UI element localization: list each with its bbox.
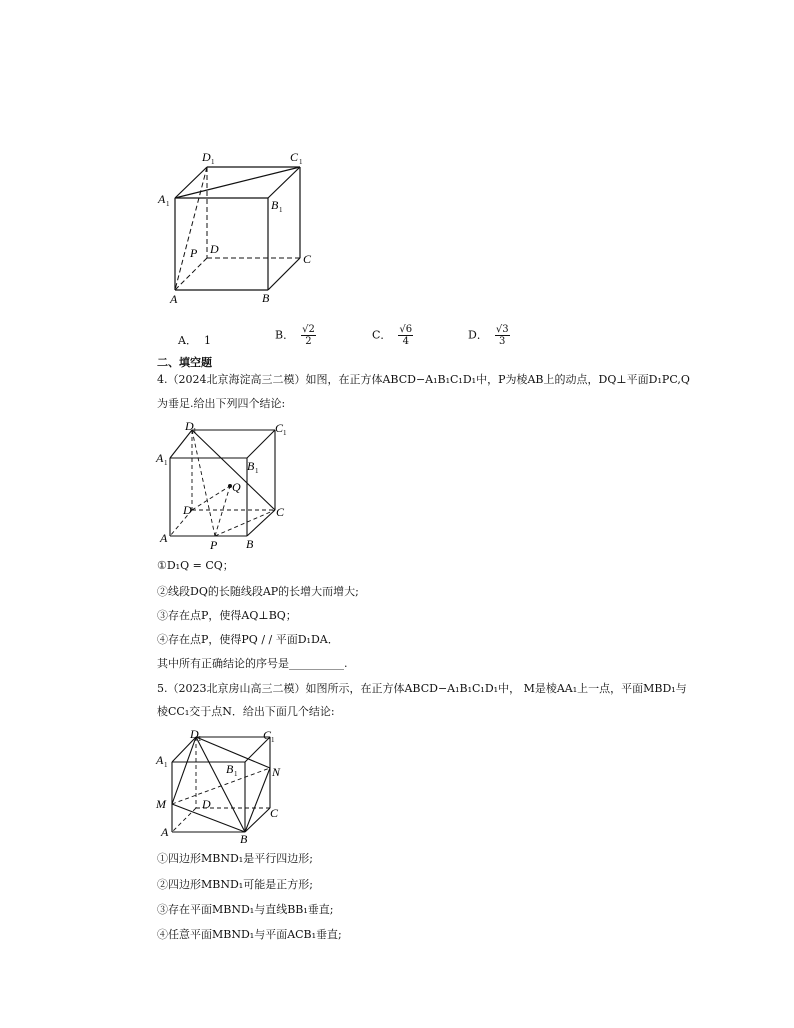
label2-B: B [246,537,254,551]
q4-line2: 为垂足.给出下列四个结论: [157,397,286,410]
svg-text:1: 1 [279,206,283,214]
label-C: C [303,252,312,266]
q5-item-4: ④任意平面MBND₁与平面ACB₁垂直; [157,928,342,941]
label3-A: A [161,825,169,839]
option-a: A． 1 [178,334,211,347]
label-C1: C [290,150,299,164]
option-b: B． $\frac{√2}{2}$ [275,324,315,347]
label3-A1: A [156,753,164,767]
label3-D: D [202,797,211,811]
label2-C: C [276,505,285,519]
figure-cube-1 [150,145,330,310]
label2-C1: C [275,421,284,435]
svg-text:1: 1 [283,429,287,437]
q4-item-3: ③存在点P，使得AQ⊥BQ； [157,609,297,622]
label-A: A [170,292,178,306]
label2-B1: B [247,459,255,473]
q4-answer-line: 其中所有正确结论的序号是__________. [157,657,348,670]
label3-D1: D [190,727,199,741]
svg-text:1: 1 [164,459,168,467]
label3-C: C [270,806,279,820]
label3-N: N [272,765,281,779]
label-A1: A [158,192,166,206]
label2-A: A [160,531,168,545]
option-d: D． $\frac{√3}{3}$ [468,324,509,347]
q5-line2: 棱CC₁交于点N．给出下面几个结论: [157,705,335,718]
q4-item-1: ①D₁Q = CQ； [157,559,234,572]
svg-text:1: 1 [299,158,303,166]
figure-cube-2 [150,418,300,553]
label2-Q: Q [232,480,241,494]
label3-B: B [240,832,248,846]
svg-text:1: 1 [255,467,259,475]
q5-item-1: ①四边形MBND₁是平行四边形; [157,852,313,865]
label-D: D [210,242,219,256]
q4-item-2: ②线段DQ的长随线段AP的长增大而增大; [157,585,359,598]
label-D1: D [202,150,211,164]
svg-text:1: 1 [193,427,197,435]
svg-text:1: 1 [234,770,238,778]
label-P: P [190,246,198,260]
label2-D1: D [185,419,194,433]
label3-B1: B [226,762,234,776]
label2-A1: A [156,451,164,465]
svg-text:1: 1 [211,158,215,166]
label3-M: M [156,797,166,811]
label3-C1: C [263,728,272,742]
svg-text:1: 1 [198,735,202,743]
label2-D: D [183,503,192,517]
svg-text:1: 1 [164,761,168,769]
label-B: B [262,291,270,305]
figure-cube-3 [150,724,300,846]
label2-P: P [210,538,218,552]
section-title: 二、填空题 [157,356,212,369]
svg-text:1: 1 [166,200,170,208]
q5-line1: 5.（2023北京房山高三二模）如图所示，在正方体ABCD−A₁B₁C₁D₁中， M是棱AA₁上一点，平面MBD₁与 [157,682,687,695]
option-c: C． $\frac{√6}{4}$ [372,324,413,347]
q5-item-3: ③存在平面MBND₁与直线BB₁垂直; [157,903,334,916]
q4-item-4: ④存在点P，使得PQ / / 平面D₁DA． [157,633,339,646]
label-B1: B [271,198,279,212]
q5-item-2: ②四边形MBND₁可能是正方形; [157,878,313,891]
q4-line1: 4.（2024北京海淀高三二模）如图，在正方体ABCD−A₁B₁C₁D₁中，P为棱AB上的动点，DQ⊥平面D₁PC,Q [157,373,690,386]
svg-text:1: 1 [271,736,275,744]
